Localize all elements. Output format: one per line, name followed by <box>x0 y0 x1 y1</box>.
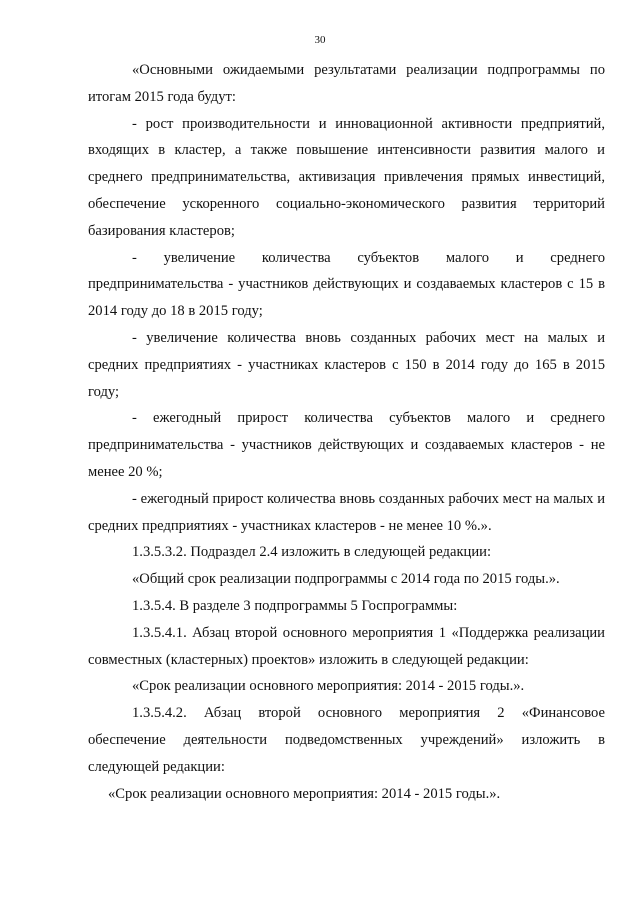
paragraph-annual-jobs-growth: - ежегодный прирост количества вновь созданных рабочих мест на малых и средних предприятиях - участниках кластеров - не менее 10 %.». <box>88 490 605 534</box>
page-number: 30 <box>314 34 326 46</box>
paragraph-measure-2: 1.3.5.4.2. Абзац второй основного мероприятия 2 «Финансовое обеспечение деятельности подведомственных учреждений» изложить в следующей редакции: <box>88 705 605 775</box>
paragraph-productivity-growth: - рост производительности и инновационной активности предприятий, входящих в кластер, а также повышение интенсивности развития малого и среднего предпринимательства, активизация привлечения прямых инвестиций, обеспечение ускоренного социально-экономического развития территорий базирования кластеров; <box>88 115 605 239</box>
paragraph-smb-count-increase: - увеличение количества субъектов малого и среднего предпринимательства - участников действующих и создаваемых кластеров с 15 в 2014 году до 18 в 2015 году; <box>88 249 605 320</box>
paragraph-subsection-2-4: 1.3.5.3.2. Подраздел 2.4 изложить в следующей редакции: <box>132 544 492 561</box>
paragraph-measure-1-term: «Срок реализации основного мероприятия: 2014 - 2015 годы.». <box>132 678 525 695</box>
paragraph-general-term: «Общий срок реализации подпрограммы с 2014 года по 2015 годы.». <box>132 571 560 588</box>
paragraph-expected-results-intro: «Основными ожидаемыми результатами реализации подпрограммы по итогам 2015 года будут: <box>88 62 605 105</box>
paragraph-annual-smb-growth: - ежегодный прирост количества субъектов малого и среднего предпринимательства - участников действующих и создаваемых кластеров - не менее 20 %; <box>88 410 605 480</box>
document-body <box>88 57 605 807</box>
paragraph-measure-1: 1.3.5.4.1. Абзац второй основного мероприятия 1 «Поддержка реализации совместных (кластерных) проектов» изложить в следующей редакции: <box>88 624 605 668</box>
paragraph-measure-2-term: «Срок реализации основного мероприятия: 2014 - 2015 годы.». <box>108 785 501 802</box>
paragraph-section-3: 1.3.5.4. В разделе 3 подпрограммы 5 Госпрограммы: <box>132 597 458 614</box>
paragraph-new-jobs-increase: - увеличение количества вновь созданных рабочих мест на малых и средних предприятиях - участниках кластеров с 150 в 2014 году до 165 в 2015 году; <box>88 329 605 400</box>
